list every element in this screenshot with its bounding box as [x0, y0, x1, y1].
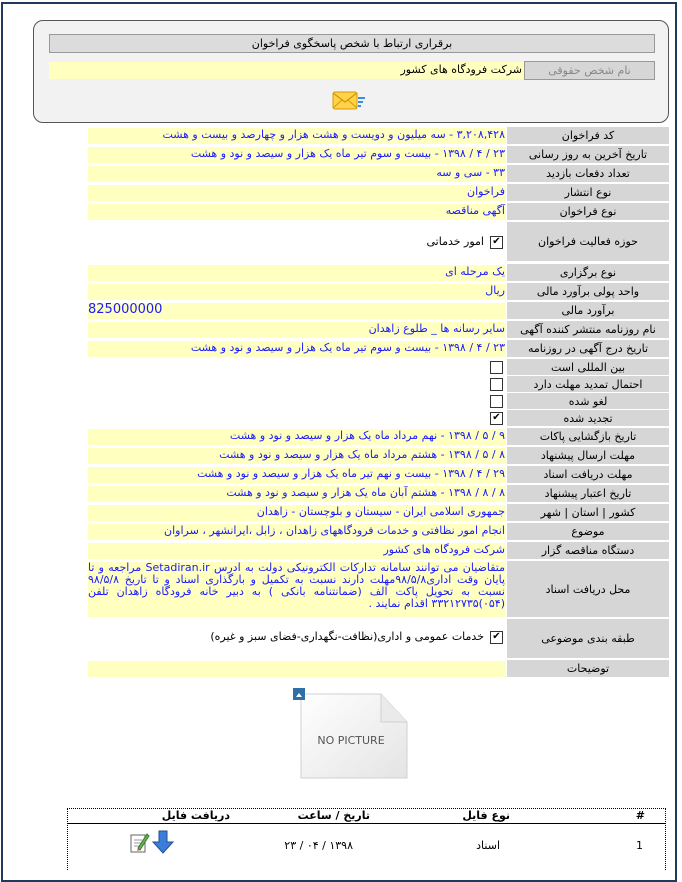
- value-description: [88, 661, 506, 677]
- row-tender-type: [88, 203, 669, 221]
- legal-name-label: نام شخص حقوقی: [524, 61, 655, 80]
- label-last-update: تاریخ آخرین به روز رسانی: [507, 146, 669, 164]
- row-location: [88, 504, 669, 522]
- label-extension: احتمال تمدید مهلت دارد: [507, 376, 669, 393]
- value-location: جمهوری اسلامی ایران - سیستان و بلوچستان - زاهدان: [88, 505, 506, 521]
- row-holding-type: [88, 264, 669, 282]
- activity-checkbox[interactable]: ✔: [490, 236, 503, 249]
- label-activity-field: حوزه فعالیت فراخوان: [507, 222, 669, 262]
- row-international: [88, 359, 669, 376]
- cancelled-checkbox[interactable]: [490, 395, 503, 408]
- label-location: کشور | استان | شهر: [507, 504, 669, 522]
- value-holding-type: یک مرحله ای: [88, 265, 506, 281]
- row-description: [88, 660, 669, 678]
- row-publish-type: [88, 184, 669, 202]
- file-index: 1: [636, 839, 643, 852]
- row-subject: [88, 523, 669, 541]
- row-tender-code: [88, 127, 669, 145]
- renewed-checkbox[interactable]: ✔: [490, 412, 503, 425]
- label-cancelled: لغو شده: [507, 393, 669, 410]
- value-publish-type: فراخوان: [88, 185, 506, 201]
- activity-field-item: [427, 235, 504, 249]
- activity-field-text: امور خدماتی: [426, 235, 484, 248]
- contact-legal-row: [49, 61, 655, 80]
- row-currency: [88, 283, 669, 301]
- download-arrow-icon[interactable]: [152, 830, 174, 857]
- value-validity-date: ۸ / ۸ / ۱۳۹۸ - هشتم آبان ماه یک هزار و سیصد و نود و هشت: [88, 486, 506, 502]
- international-checkbox[interactable]: [490, 361, 503, 374]
- file-type: اسناد: [476, 839, 500, 852]
- value-organization: شرکت فرودگاه های کشور: [88, 543, 506, 559]
- label-description: توضیحات: [507, 660, 669, 678]
- label-docs-deadline: مهلت دریافت اسناد: [507, 466, 669, 484]
- value-currency: ریال: [88, 284, 506, 300]
- label-tender-type: نوع فراخوان: [507, 203, 669, 221]
- files-table: [67, 808, 666, 870]
- row-submit-deadline: [88, 447, 669, 465]
- value-opening-date: ۹ / ۵ / ۱۳۹۸ - نهم مرداد ماه یک هزار و سیصد و نود و هشت: [88, 429, 506, 445]
- value-visit-count: ۳۳ - سی و سه: [88, 166, 506, 182]
- label-publish-type: نوع انتشار: [507, 184, 669, 202]
- envelope-icon[interactable]: [331, 87, 367, 115]
- label-visit-count: تعداد دفعات بازدید: [507, 165, 669, 183]
- file-datetime: ۱۳۹۸ / ۰۴ / ۲۳: [284, 839, 353, 852]
- row-newspaper: [88, 321, 669, 339]
- value-docs-location: متقاضیان می توانند سامانه تدارکات الکترونیکی دولت به آدرس Setadiran.ir مراجعه و تا پایان وقت اداری۹۸/۵/۸مهلت دارند نسبت به تکمیل و بارگذاری اسناد و تا تاریخ ۹۸/۵/۸ نسبت به تحویل پاکت الف (ضمانتنامه بانکی ) به دبیر خانه فرودگاه زاهدان تلفن (۰۵۴)۳۳۲۱۲۷۳۵ اقدام نمایند .: [88, 562, 506, 617]
- value-subject: انجام امور نظافتی و خدمات فرودگاههای زاهدان ، زابل ،ایرانشهر ، سراوان: [88, 524, 506, 540]
- label-organization: دستگاه مناقصه گزار: [507, 542, 669, 560]
- row-cancelled: [88, 393, 669, 410]
- label-category: طبقه بندی موضوعی: [507, 619, 669, 659]
- value-estimate: 825000000: [88, 303, 506, 319]
- row-docs-location: [88, 561, 669, 618]
- category-text: خدمات عمومی و اداری(نظافت-نگهداری-فضای سبز و غیره): [210, 630, 484, 643]
- row-activity-field: [88, 222, 669, 262]
- value-docs-deadline: ۲۹ / ۴ / ۱۳۹۸ - بیست و نهم تیر ماه یک هزار و سیصد و نود و هشت: [88, 467, 506, 483]
- extension-checkbox[interactable]: [490, 378, 503, 391]
- row-organization: [88, 542, 669, 560]
- row-opening-date: [88, 428, 669, 446]
- row-category: [88, 619, 669, 659]
- label-opening-date: تاریخ بازگشایی پاکات: [507, 428, 669, 446]
- files-header-divider: [68, 823, 665, 824]
- value-newspaper-date: ۲۳ / ۴ / ۱۳۹۸ - بیست و سوم تیر ماه یک هزار و سیصد و نود و هشت: [88, 341, 506, 357]
- files-header-type: نوع فایل: [462, 809, 510, 822]
- no-picture-image: [289, 686, 413, 782]
- files-header-index: #: [635, 809, 645, 822]
- row-validity-date: [88, 485, 669, 503]
- edit-icon[interactable]: [130, 831, 150, 856]
- row-docs-deadline: [88, 466, 669, 484]
- row-last-update: [88, 146, 669, 164]
- no-picture-text: NO PICTURE: [317, 734, 385, 747]
- value-newspaper: سایر رسانه ها _ طلوع زاهدان: [88, 322, 506, 338]
- row-newspaper-date: [88, 340, 669, 358]
- label-newspaper: نام روزنامه منتشر کننده آگهی: [507, 321, 669, 339]
- label-tender-code: کد فراخوان: [507, 127, 669, 145]
- label-docs-location: محل دریافت اسناد: [507, 561, 669, 618]
- row-estimate: [88, 302, 669, 320]
- label-submit-deadline: مهلت ارسال پیشنهاد: [507, 447, 669, 465]
- row-visit-count: [88, 165, 669, 183]
- contact-panel: [33, 20, 669, 123]
- files-header-datetime: تاریخ / ساعت: [297, 809, 370, 822]
- value-tender-type: آگهی مناقصه: [88, 204, 506, 220]
- contact-title: برقراری ارتباط با شخص پاسخگوی فراخوان: [49, 34, 655, 53]
- label-renewed: تجدید شده: [507, 410, 669, 427]
- value-submit-deadline: ۸ / ۵ / ۱۳۹۸ - هشتم مرداد ماه یک هزار و سیصد و نود و هشت: [88, 448, 506, 464]
- value-last-update: ۲۳ / ۴ / ۱۳۹۸ - بیست و سوم تیر ماه یک هزار و سیصد و نود و هشت: [88, 147, 506, 163]
- category-checkbox[interactable]: ✔: [490, 631, 503, 644]
- row-extension: [88, 376, 669, 393]
- legal-name-value: شرکت فرودگاه های کشور: [49, 62, 524, 79]
- label-newspaper-date: تاریخ درج آگهی در روزنامه: [507, 340, 669, 358]
- label-holding-type: نوع برگزاری: [507, 264, 669, 282]
- value-tender-code: ۳,۲۰۸,۴۲۸ - سه میلیون و دویست و هشت هزار و چهارصد و بیست و هشت: [88, 128, 506, 144]
- files-header-download: دریافت فایل: [161, 809, 230, 822]
- row-renewed: [88, 410, 669, 427]
- label-estimate: برآورد مالی: [507, 302, 669, 320]
- label-subject: موضوع: [507, 523, 669, 541]
- label-international: بین المللی است: [507, 359, 669, 376]
- label-validity-date: تاریخ اعتبار پیشنهاد: [507, 485, 669, 503]
- label-currency: واحد پولی برآورد مالی: [507, 283, 669, 301]
- category-item: [210, 630, 503, 644]
